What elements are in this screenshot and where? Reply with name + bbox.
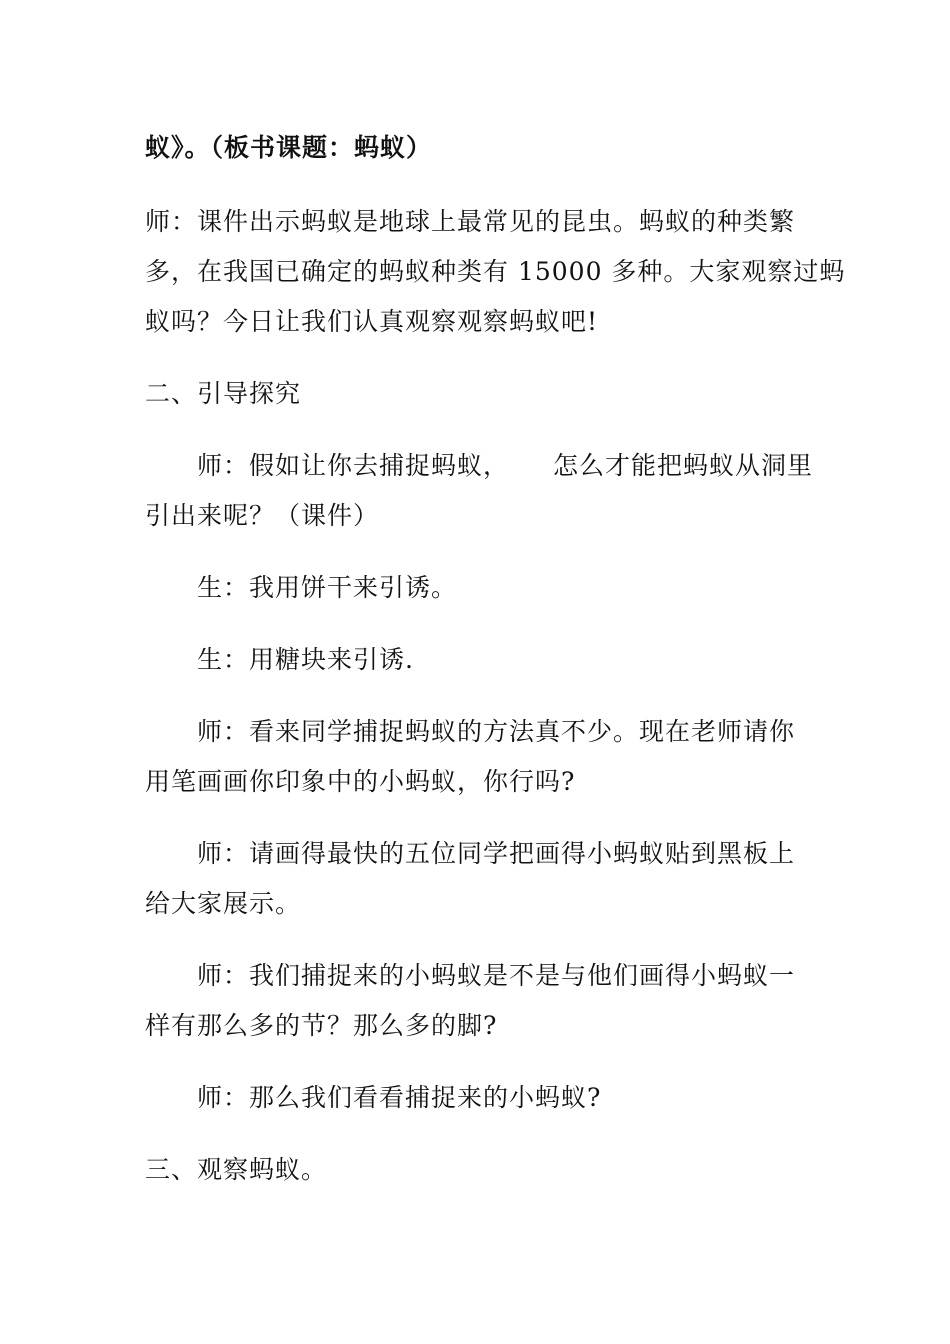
paragraph-line: 师：那么我们看看捕捉来的小蚂蚁? — [197, 1083, 602, 1112]
paragraph-line: 多，在我国已确定的蚂蚁种类有 15000 多种。大家观察过蚂 — [145, 257, 846, 286]
paragraph-line: 用笔画画你印象中的小蚂蚁，你行吗? — [145, 767, 576, 796]
paragraph-line: 生：用糖块来引诱. — [197, 645, 414, 674]
section-heading-2: 二、引导探究 — [145, 379, 302, 408]
text-fragment: 怎么才能把蚂蚁从洞里 — [553, 451, 814, 480]
paragraph-line: 样有那么多的节？那么多的脚? — [145, 1011, 498, 1040]
paragraph-line: 生：我用饼干来引诱。 — [197, 573, 458, 602]
text-fragment: 师：假如让你去捕捉蚂蚁， — [197, 451, 510, 480]
paragraph-line — [145, 440, 862, 492]
paragraph-line: 引出来呢？（课件） — [145, 501, 380, 530]
paragraph-line: 师：课件出示蚂蚁是地球上最常见的昆虫。蚂蚁的种类繁 — [145, 207, 796, 236]
title-continuation: 蚁》。（板书课题：蚂蚁） — [145, 133, 433, 162]
paragraph-line: 蚁吗？今日让我们认真观察观察蚂蚁吧! — [145, 307, 599, 336]
paragraph-line: 师：我们捕捉来的小蚂蚁是不是与他们画得小蚂蚁一 — [197, 961, 796, 990]
section-heading-3: 三、观察蚂蚁。 — [145, 1155, 328, 1184]
paragraph-line: 师：请画得最快的五位同学把画得小蚂蚁贴到黑板上 — [197, 839, 796, 868]
paragraph-line: 师：看来同学捕捉蚂蚁的方法真不少。现在老师请你 — [197, 717, 796, 746]
paragraph-line: 给大家展示。 — [145, 889, 302, 918]
